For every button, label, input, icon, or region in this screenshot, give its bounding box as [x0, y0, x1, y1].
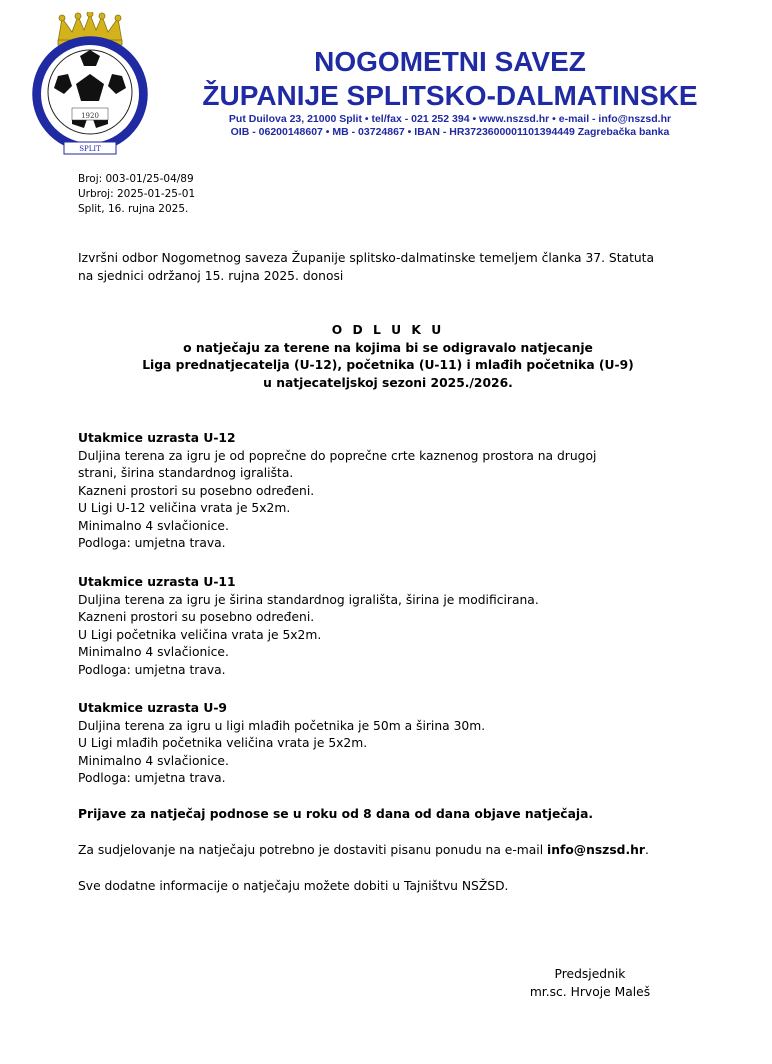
section-title: Utakmice uzrasta U-12	[78, 431, 236, 445]
intro-paragraph: Izvršni odbor Nogometnog saveza Županije splitsko-dalmatinske temeljem članka 37. Statuta na sjednici održanoj 15. rujna 2025. donosi	[78, 251, 655, 283]
org-title-line2: ŽUPANIJE SPLITSKO-DALMATINSKE	[202, 80, 698, 111]
org-title-line1: NOGOMETNI SAVEZ	[314, 46, 586, 77]
reference-block	[78, 172, 698, 217]
offer-notice: Za sudjelovanje na natječaju potrebno je dostaviti pisanu ponudu na e-mail info@nszsd.hr.	[78, 843, 649, 857]
decision-title: O D L U K U	[331, 323, 445, 337]
logo-city: SPLIT	[79, 145, 101, 153]
federation-logo	[28, 12, 152, 158]
section-u9: Utakmice uzrasta U-9 Duljina terena za igru u ligi mlađih početnika je 50m a širina 30m. U Ligi mlađih početnika veličina vrata je 5x2m. Minimalno 4 svlačionice. Podloga: umjetna trava.	[78, 700, 698, 788]
contact-line1: Put Duilova 23, 21000 Split • tel/fax - 021 252 394 • www.nszsd.hr • e-mail - info@nszsd.hr	[228, 113, 672, 125]
signature-name: mr.sc. Hrvoje Maleš	[529, 984, 651, 999]
contact-email: info@nszsd.hr	[547, 843, 645, 857]
reference-urbroj: Urbroj: 2025-01-25-01	[78, 188, 196, 200]
decision-heading: O D L U K U o natječaju za terene na kojima bi se odigravalo natjecanje Liga prednatjecatelja (U-12), početnika (U-11) i mlađih početnika (U-9) u natjecateljskoj sezoni 2025./2026.	[78, 322, 698, 392]
reference-date: Split, 16. rujna 2025.	[78, 203, 189, 215]
football-icon	[48, 50, 132, 134]
signature-block	[490, 966, 690, 1001]
section-u12: Utakmice uzrasta U-12 Duljina terena za igru je od poprečne do poprečne crte kaznenog prostora na drugoj strani, širina standardnog igrališta. Kazneni prostori su posebno određeni. U Ligi U-12 veličina vrata je 5x2m. Minimalno 4 svlačionice. Podloga: umjetna trava.	[78, 430, 698, 553]
info-notice: Sve dodatne informacije o natječaju možete dobiti u Tajništvu NSŽSD.	[78, 879, 509, 893]
section-title: Utakmice uzrasta U-9	[78, 701, 227, 715]
signature-role: Predsjednik	[554, 967, 626, 981]
deadline-notice: Prijave za natječaj podnose se u roku od 8 dana od dana objave natječaja.	[78, 807, 594, 821]
logo-year: 1920	[81, 112, 99, 120]
section-title: Utakmice uzrasta U-11	[78, 575, 236, 589]
contact-line2: OIB - 06200148607 • MB - 03724867 • IBAN - HR3723600001101394449 Zagrebačka banka	[230, 126, 670, 138]
reference-number: Broj: 003-01/25-04/89	[78, 173, 194, 185]
section-u11: Utakmice uzrasta U-11 Duljina terena za igru je širina standardnog igrališta, širina je modificirana. Kazneni prostori su posebno određeni. U Ligi početnika veličina vrata je 5x2m. Minimalno 4 svlačionice. Podloga: umjetna trava.	[78, 574, 698, 679]
